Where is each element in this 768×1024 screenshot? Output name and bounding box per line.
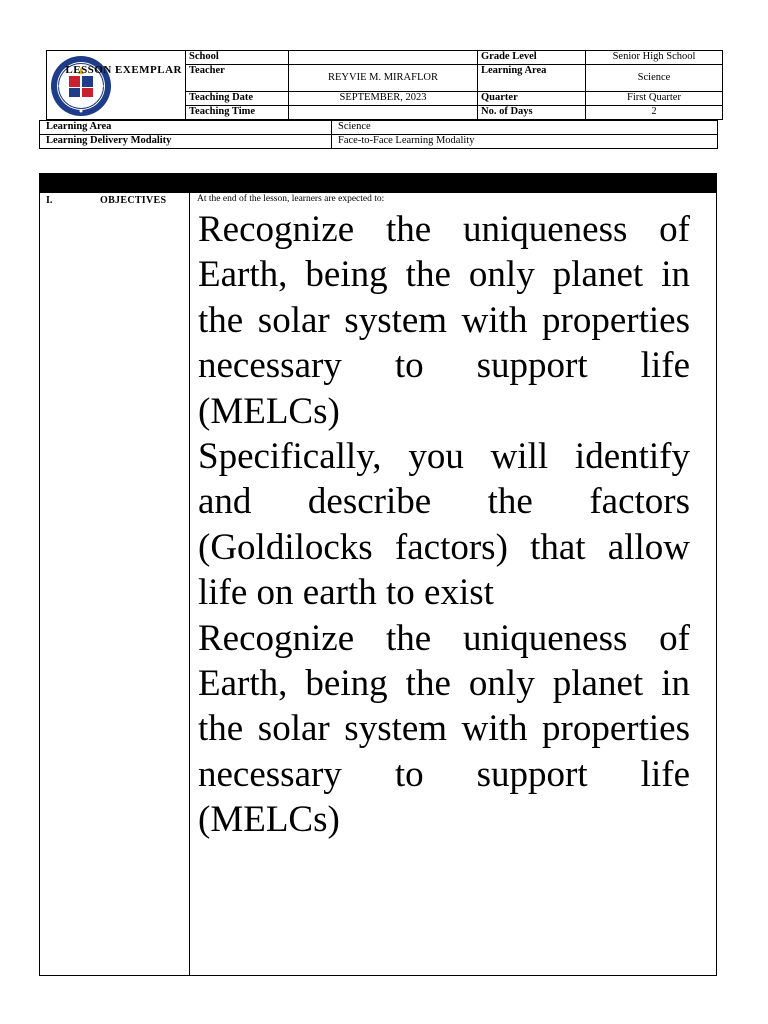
- quarter-label: Quarter: [478, 91, 586, 105]
- learning-area-label: Learning Area: [478, 65, 586, 91]
- objective-paragraph: Specifically, you will identify and describe the factors (Goldilocks factors) that allow life on earth to exist: [198, 436, 690, 614]
- logo-cell: [47, 51, 186, 120]
- lesson-exemplar-title: LESSON EXEMPLAR: [65, 64, 182, 76]
- section-header-bar: [39, 173, 717, 193]
- objectives-body: [198, 207, 690, 843]
- school-label: School: [186, 51, 289, 65]
- grade-level-value: Senior High School: [586, 51, 723, 65]
- info-table: [39, 120, 718, 149]
- grade-level-label: Grade Level: [478, 51, 586, 65]
- info-learning-area-label: Learning Area: [40, 121, 332, 135]
- objective-paragraph: Recognize the uniqueness of Earth, being the only planet in the solar system with properties necessary to support life (MELCs): [198, 617, 690, 841]
- info-learning-area-value: Science: [332, 121, 718, 135]
- teaching-date-value: SEPTEMBER, 2023: [289, 91, 478, 105]
- quarter-value: First Quarter: [586, 91, 723, 105]
- learning-area-value: Science: [586, 65, 723, 91]
- modality-label: Learning Delivery Modality: [40, 135, 332, 149]
- days-label: No. of Days: [478, 105, 586, 119]
- column-divider: [189, 193, 190, 975]
- school-value: [289, 51, 478, 65]
- teaching-date-label: Teaching Date: [186, 91, 289, 105]
- teacher-value: REYVIE M. MIRAFLOR: [289, 65, 478, 91]
- days-value: 2: [586, 105, 723, 119]
- objectives-intro: At the end of the lesson, learners are expected to:: [197, 194, 385, 204]
- objectives-number: I.: [46, 195, 53, 206]
- teaching-time-label: Teaching Time: [186, 105, 289, 119]
- teacher-label: Teacher: [186, 65, 289, 91]
- objectives-label: OBJECTIVES: [100, 195, 167, 206]
- objectives-section: [39, 193, 717, 976]
- modality-value: Face-to-Face Learning Modality: [332, 135, 718, 149]
- objective-paragraph: Recognize the uniqueness of Earth, being the only planet in the solar system with properties necessary to support life (MELCs): [198, 209, 690, 432]
- teaching-time-value: [289, 105, 478, 119]
- lesson-header-table: [46, 50, 723, 120]
